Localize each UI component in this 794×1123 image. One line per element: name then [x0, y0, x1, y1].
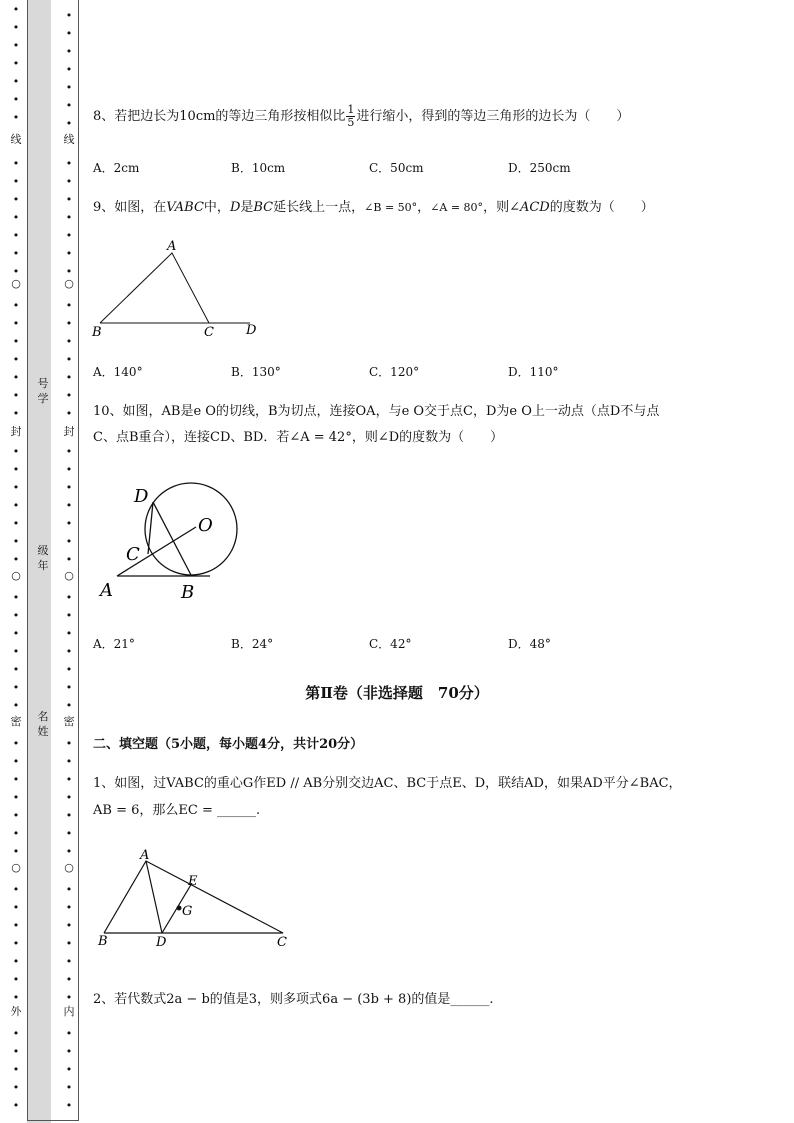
fraction: $\frac{1}{5}$ [347, 103, 355, 129]
question-10-line-2: C、点B重合），连接CD、BD．若∠A = 42°，则∠D的度数为（ ） [93, 430, 504, 445]
grade-field: 级年 [37, 544, 49, 572]
margin-label: ○ [11, 861, 21, 874]
label-b: B [98, 934, 108, 949]
margin-label: ○ [64, 569, 74, 582]
fill-question-2: 2、若代数式2a − b的值是3，则多项式6a − (3b + 8)的值是______. [93, 992, 494, 1007]
label-c: C [204, 325, 214, 340]
section-2-heading: 二、填空题（5小题，每小题4分，共计20分） [93, 737, 364, 752]
label-b: B [181, 582, 195, 603]
margin-label: 外 [10, 1005, 22, 1018]
question-10-line-1: 10、如图，AB是e O的切线，B为切点，连接OA，与e O交于点C，D为e O上一动点（点D不与点 [93, 404, 660, 419]
label-o: O [198, 515, 213, 536]
q9-option-b[interactable]: B．130° [231, 365, 281, 379]
label-d: D [134, 486, 149, 507]
label-c: C [126, 544, 140, 565]
part-2-title: 第Ⅱ卷（非选择题 70分） [305, 684, 489, 702]
label-c: C [277, 935, 287, 950]
margin-label: 线 [10, 133, 22, 146]
q9-triangle-figure [88, 236, 268, 344]
margin-label: 密 [10, 715, 22, 728]
margin-label: ○ [11, 569, 21, 582]
margin-label: 内 [63, 1005, 75, 1018]
fill-question-1-line-2: AB = 6，那么EC = ______. [93, 803, 261, 818]
label-g: G [182, 904, 193, 919]
q9-option-c[interactable]: C．120° [369, 365, 420, 379]
q8-option-d[interactable]: D．250cm [508, 161, 571, 175]
q9-option-d[interactable]: D．110° [508, 365, 559, 379]
label-a: A [167, 239, 177, 254]
fill-question-1-line-1: 1、如图，过VABC的重心G作ED // AB分别交边AC、BC于点E、D，联结AD，如果AD平分∠BAC， [93, 776, 682, 791]
margin-label: 封 [63, 425, 75, 438]
inner-dot-column: • • • • • • • 线 • • • • • • • ○ • • • • • • • 封 • • • • • • • ○ • • • • • • • 密 • • • • • • • ○ • • • • • • • 内 • • • • • [63, 9, 75, 1112]
q8-option-c[interactable]: C．50cm [369, 161, 424, 175]
q10-option-b[interactable]: B．24° [231, 637, 274, 651]
label-b: B [92, 325, 102, 340]
q8-option-a[interactable]: A．2cm [93, 161, 140, 175]
label-a: A [140, 848, 150, 863]
label-d: D [246, 323, 257, 338]
q10-option-a[interactable]: A．21° [93, 637, 135, 651]
name-field: 名姓 [37, 710, 49, 738]
label-a: A [100, 580, 113, 601]
question-8: 8、若把边长为10cm的等边三角形按相似比 $\frac{1}{5}$ 进行缩小，得到的等边三角形的边长为（ ） [93, 103, 630, 129]
margin-label: ○ [64, 861, 74, 874]
outer-dot-column: • • • • • • • 线 • • • • • • • ○ • • • • • • • 封 • • • • • • • ○ • • • • • • • 密 • • • • • • • ○ • • • • • • • 外 • • • • • [10, 3, 22, 1112]
q8-option-b[interactable]: B．10cm [231, 161, 286, 175]
q9-option-a[interactable]: A．140° [93, 365, 143, 379]
label-d: D [156, 935, 167, 950]
margin-label: ○ [11, 277, 21, 290]
question-9: 9、如图，在VABC中，D是BC延长线上一点，∠B = 50°，∠A = 80°，则∠ACD的度数为（ ） [93, 200, 654, 215]
label-e: E [188, 874, 198, 889]
q10-option-c[interactable]: C．42° [369, 637, 412, 651]
f1-triangle-figure [94, 846, 294, 950]
margin-label: ○ [64, 277, 74, 290]
q10-option-d[interactable]: D．48° [508, 637, 551, 651]
student-number-field: 号学 [37, 377, 49, 405]
margin-label: 封 [10, 425, 22, 438]
margin-label: 线 [63, 133, 75, 146]
margin-label: 密 [63, 715, 75, 728]
q10-circle-figure [92, 478, 252, 604]
